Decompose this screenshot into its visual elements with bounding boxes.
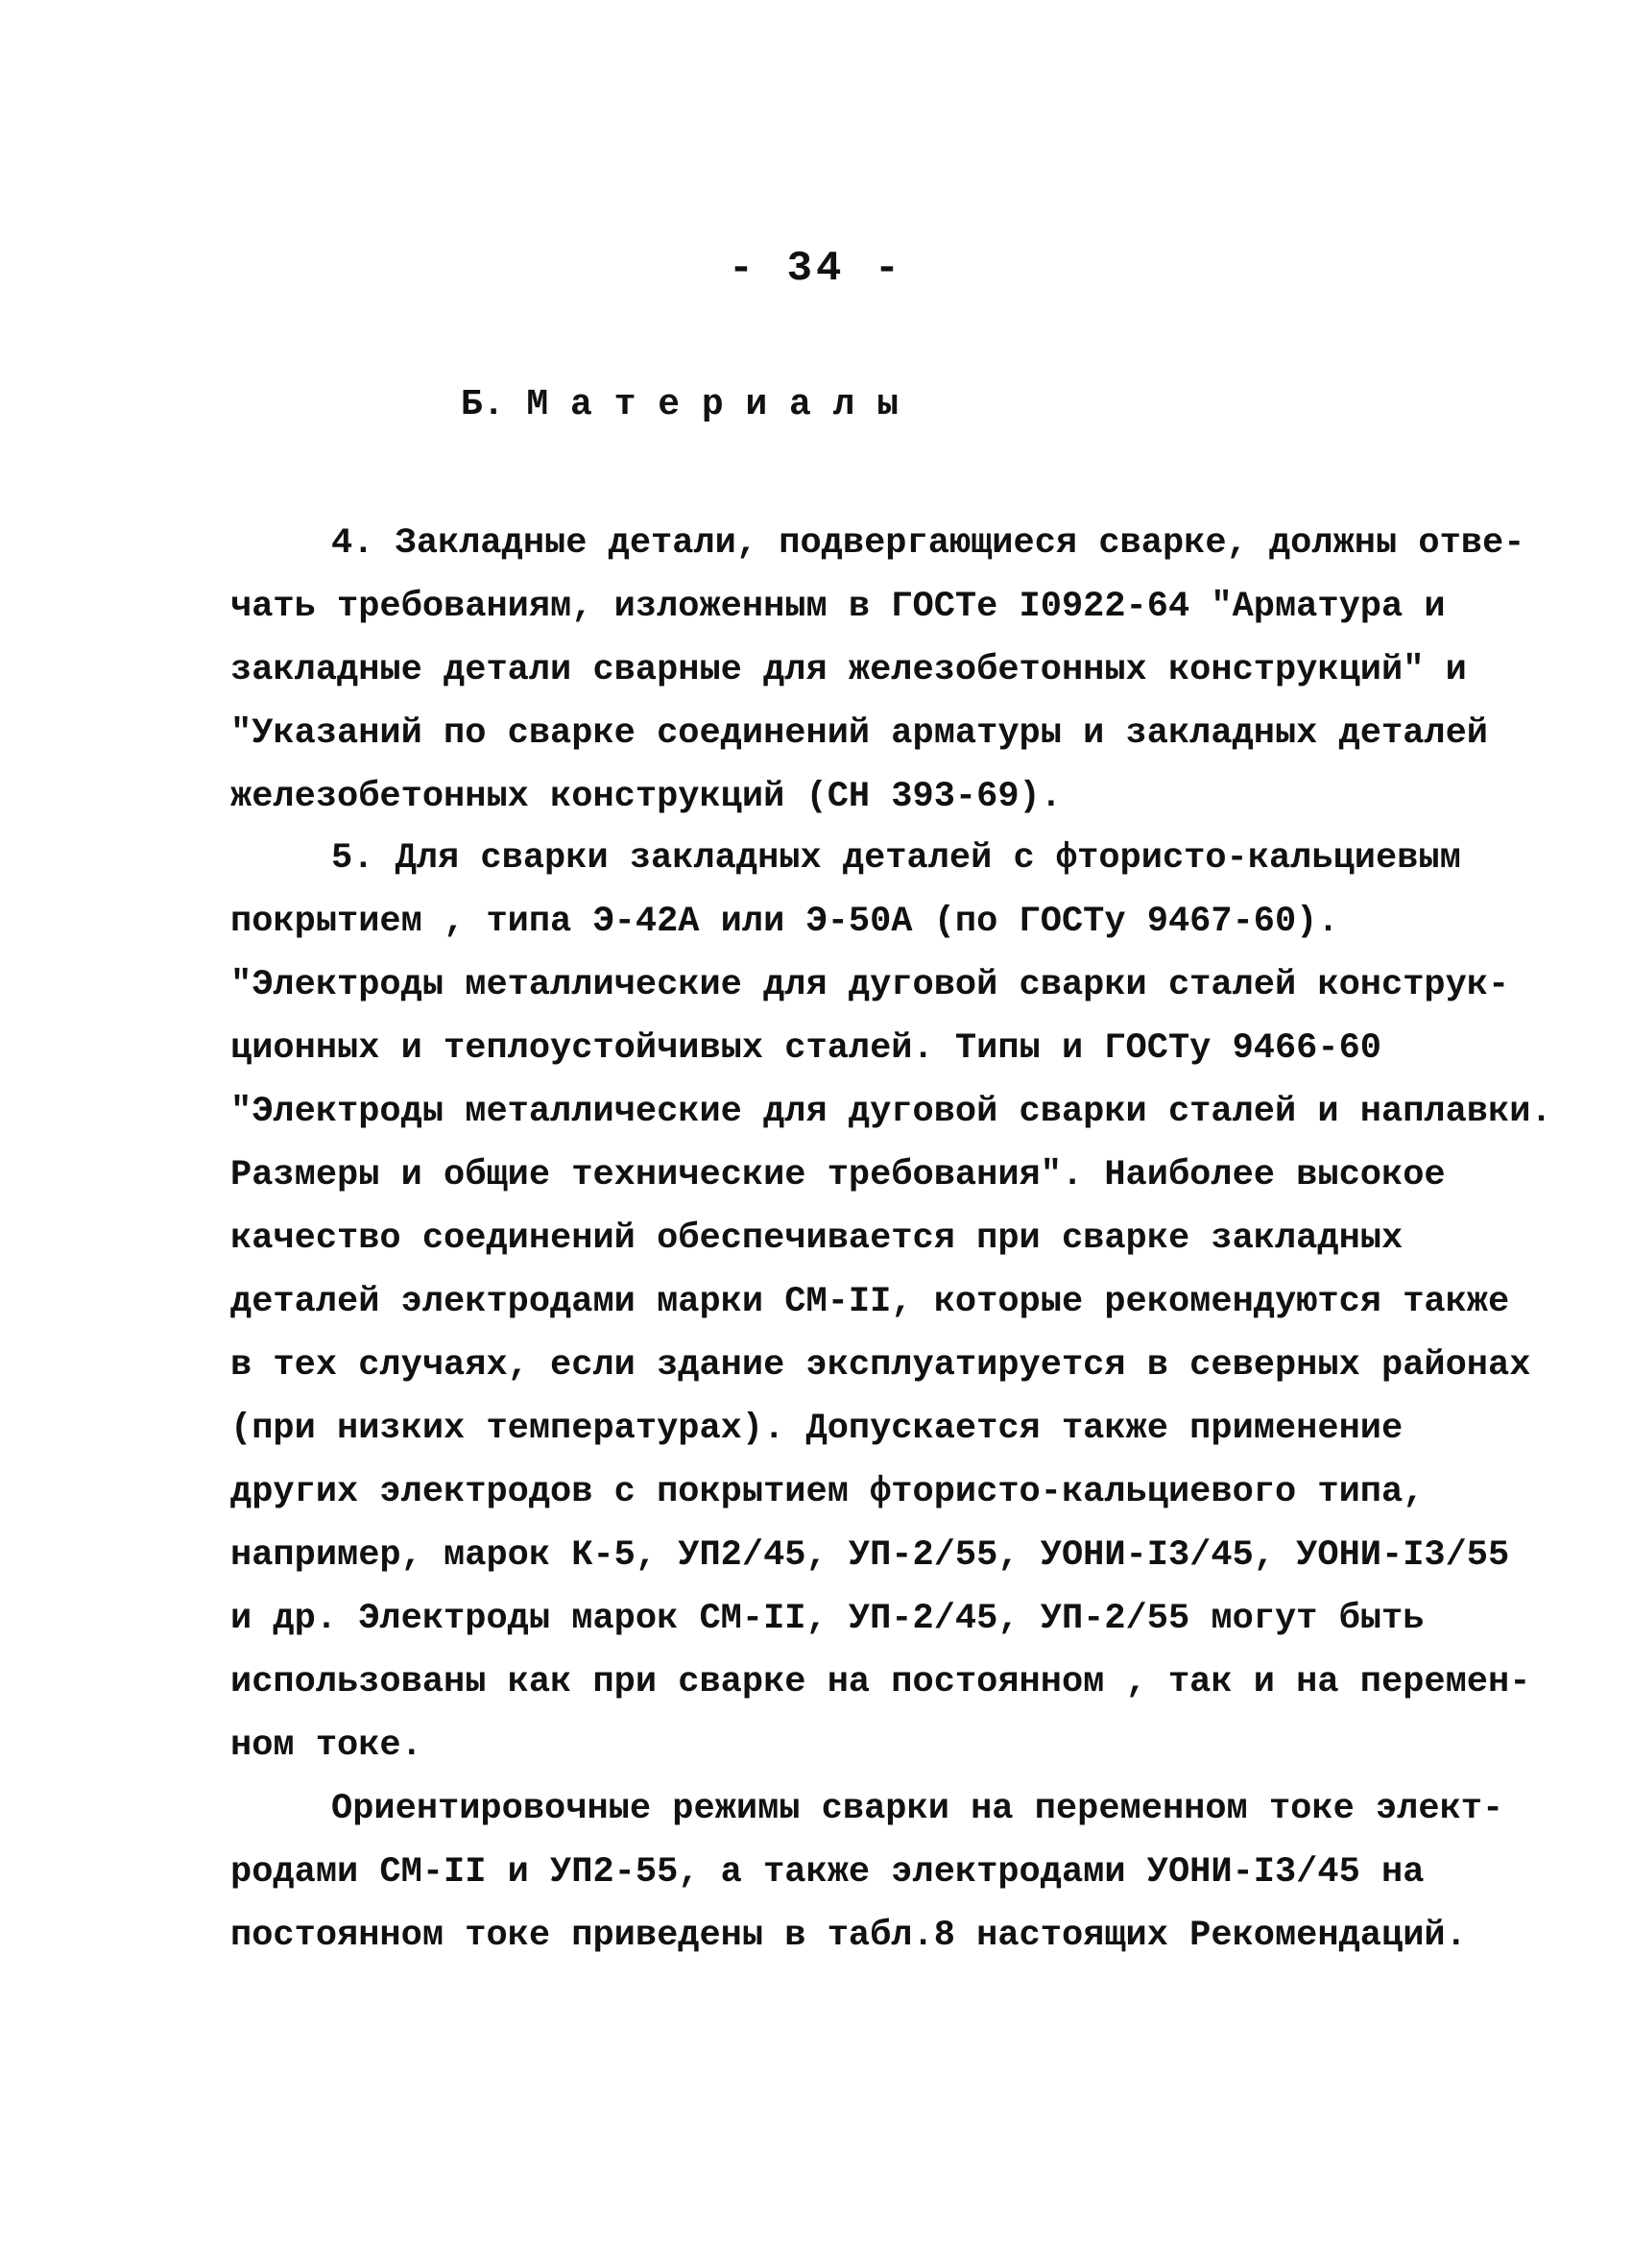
text-line: "Электроды металлические для дуговой сварки сталей конструк- (230, 965, 1510, 1005)
text-line: например, марок К-5, УП2/45, УП-2/55, УОНИ-I3/45, УОНИ-I3/55 (230, 1535, 1510, 1576)
text-line: закладные детали сварные для железобетонных конструкций" и (230, 650, 1467, 690)
text-line: (при низких температурах). Допускается также применение (230, 1409, 1404, 1449)
text-line: деталей электродами марки СМ-II, которые рекомендуются также (230, 1282, 1510, 1322)
text-line: 4. Закладные детали, подвергающиеся сварке, должны отве- (331, 523, 1525, 564)
text-line: качество соединений обеспечивается при сварке закладных (230, 1218, 1404, 1259)
text-line: 5. Для сварки закладных деталей с фтористо-кальциевым (331, 838, 1461, 879)
text-line: Размеры и общие технические требования". Наиболее высокое (230, 1155, 1446, 1195)
text-line: ном токе. (230, 1725, 422, 1766)
text-line: и др. Электроды марок СМ-II, УП-2/45, УП-2/55 могут быть (230, 1599, 1425, 1639)
text-line: родами СМ-II и УП2-55, а также электродами УОНИ-I3/45 на (230, 1852, 1425, 1893)
text-line: "Электроды металлические для дуговой сварки сталей и наплавки. (230, 1092, 1552, 1132)
text-line: Ориентировочные режимы сварки на переменном токе элект- (331, 1789, 1504, 1829)
text-line: покрытием , типа Э-42А или Э-50А (по ГОСТу 9467-60). (230, 902, 1339, 942)
text-line: чать требованиям, изложенным в ГОСТе I0922-64 "Арматура и (230, 587, 1446, 627)
text-line: ционных и теплоустойчивых сталей. Типы и ГОСТу 9466-60 (230, 1028, 1381, 1069)
text-line: железобетонных конструкций (СН 393-69). (230, 777, 1062, 817)
text-line: в тех случаях, если здание эксплуатируется в северных районах (230, 1345, 1531, 1386)
section-heading: Б. М а т е р и а л ы (461, 384, 900, 425)
page-number: - 34 - (728, 245, 904, 293)
text-line: "Указаний по сварке соединений арматуры и закладных деталей (230, 713, 1489, 754)
text-line: постоянном токе приведены в табл.8 настоящих Рекомендаций. (230, 1916, 1467, 1956)
text-line: использованы как при сварке на постоянном , так и на перемен- (230, 1662, 1531, 1702)
text-line: других электродов с покрытием фтористо-кальциевого типа, (230, 1472, 1425, 1512)
